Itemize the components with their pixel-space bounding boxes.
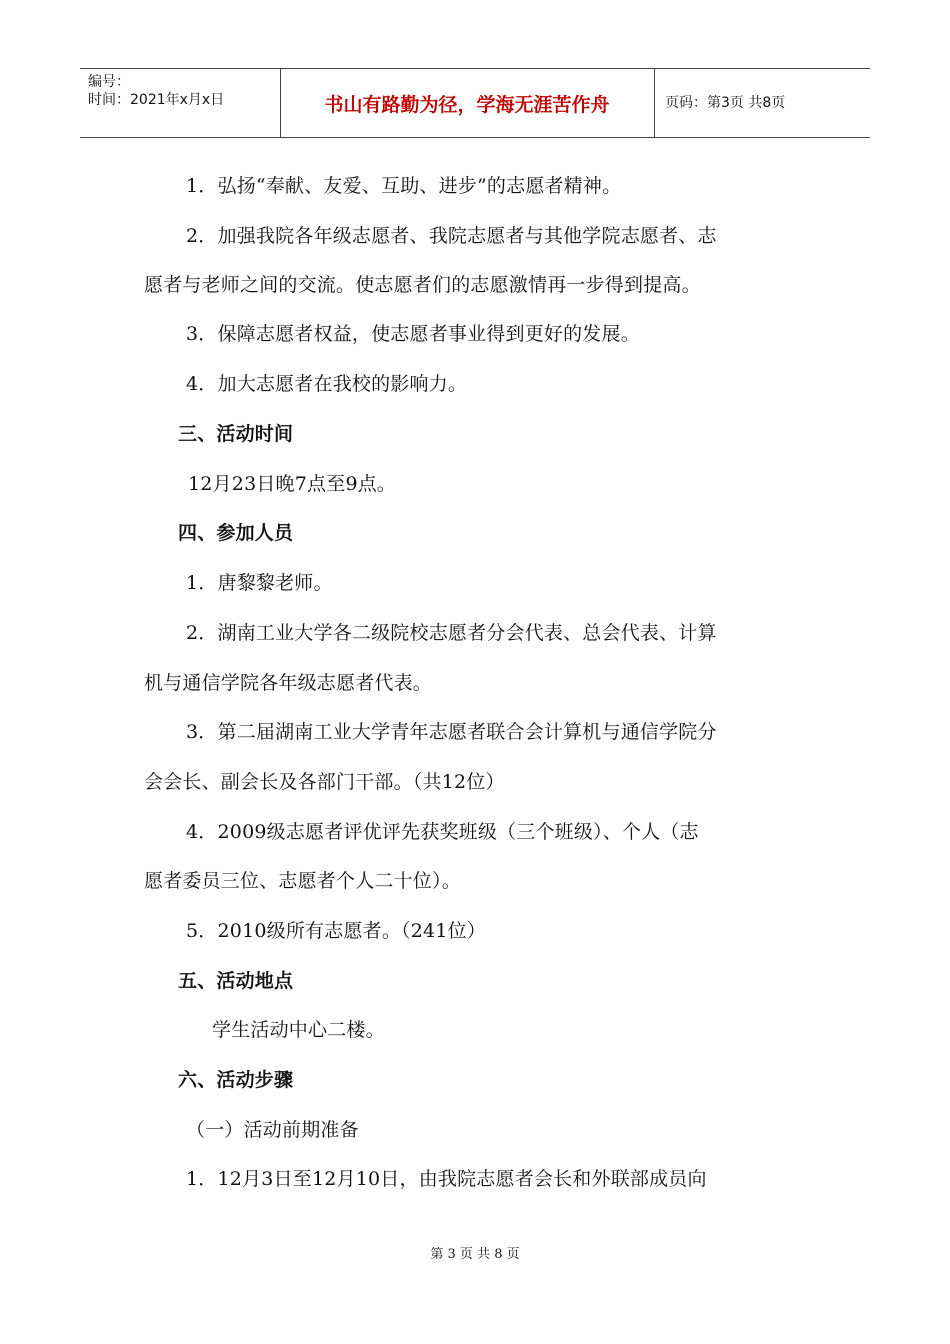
activity-time-text: 12月23日晚7点至9点。 (188, 473, 397, 495)
participant-item-4: 4．2009级志愿者评优评先获奖班级（三个班级）、个人（志 (186, 821, 699, 843)
participant-item-3-cont: 会会长、副会长及各部门干部。（共12位） (144, 771, 505, 793)
motto-text: 书山有路勤为径，学海无涯苦作舟 (324, 94, 610, 116)
page-footer: 第 3 页 共 8 页 (430, 1247, 520, 1262)
participant-item-5: 5．2010级所有志愿者。（241位） (186, 920, 487, 942)
prep-item-1: 1．12月3日至12月10日，由我院志愿者会长和外联部成员向 (186, 1168, 707, 1190)
section-heading-location: 五、活动地点 (178, 970, 294, 992)
number-label: 编号： (88, 74, 130, 90)
goal-item-4: 4．加大志愿者在我校的影响力。 (186, 373, 468, 395)
header-motto-cell (280, 69, 655, 137)
time-label: 时间：2021年x月x日 (88, 92, 225, 108)
goal-item-2-cont: 愿者与老师之间的交流。使志愿者们的志愿激情再一步得到提高。 (144, 274, 701, 296)
participant-item-4-cont: 愿者委员三位、志愿者个人二十位）。 (144, 870, 461, 892)
header-page-cell (655, 69, 870, 137)
participant-item-1: 1．唐黎黎老师。 (186, 572, 333, 594)
page-info: 页码：第3页 共8页 (665, 95, 786, 111)
participant-item-2-cont: 机与通信学院各年级志愿者代表。 (144, 672, 433, 694)
goal-item-3: 3．保障志愿者权益，使志愿者事业得到更好的发展。 (186, 323, 640, 345)
subsection-heading-prep: （一）活动前期准备 (186, 1119, 359, 1141)
section-heading-participants: 四、参加人员 (178, 522, 294, 544)
participant-item-2: 2．湖南工业大学各二级院校志愿者分会代表、总会代表、计算 (186, 622, 717, 644)
goal-item-1: 1．弘扬“奉献、友爱、互助、进步”的志愿者精神。 (186, 175, 622, 197)
header-meta-cell (80, 69, 281, 137)
participant-item-3: 3．第二届湖南工业大学青年志愿者联合会计算机与通信学院分 (186, 721, 717, 743)
location-text: 学生活动中心二楼。 (212, 1019, 385, 1041)
page-header (80, 68, 870, 138)
section-heading-steps: 六、活动步骤 (178, 1069, 294, 1091)
section-heading-time: 三、活动时间 (178, 423, 294, 445)
goal-item-2: 2．加强我院各年级志愿者、我院志愿者与其他学院志愿者、志 (186, 225, 717, 247)
